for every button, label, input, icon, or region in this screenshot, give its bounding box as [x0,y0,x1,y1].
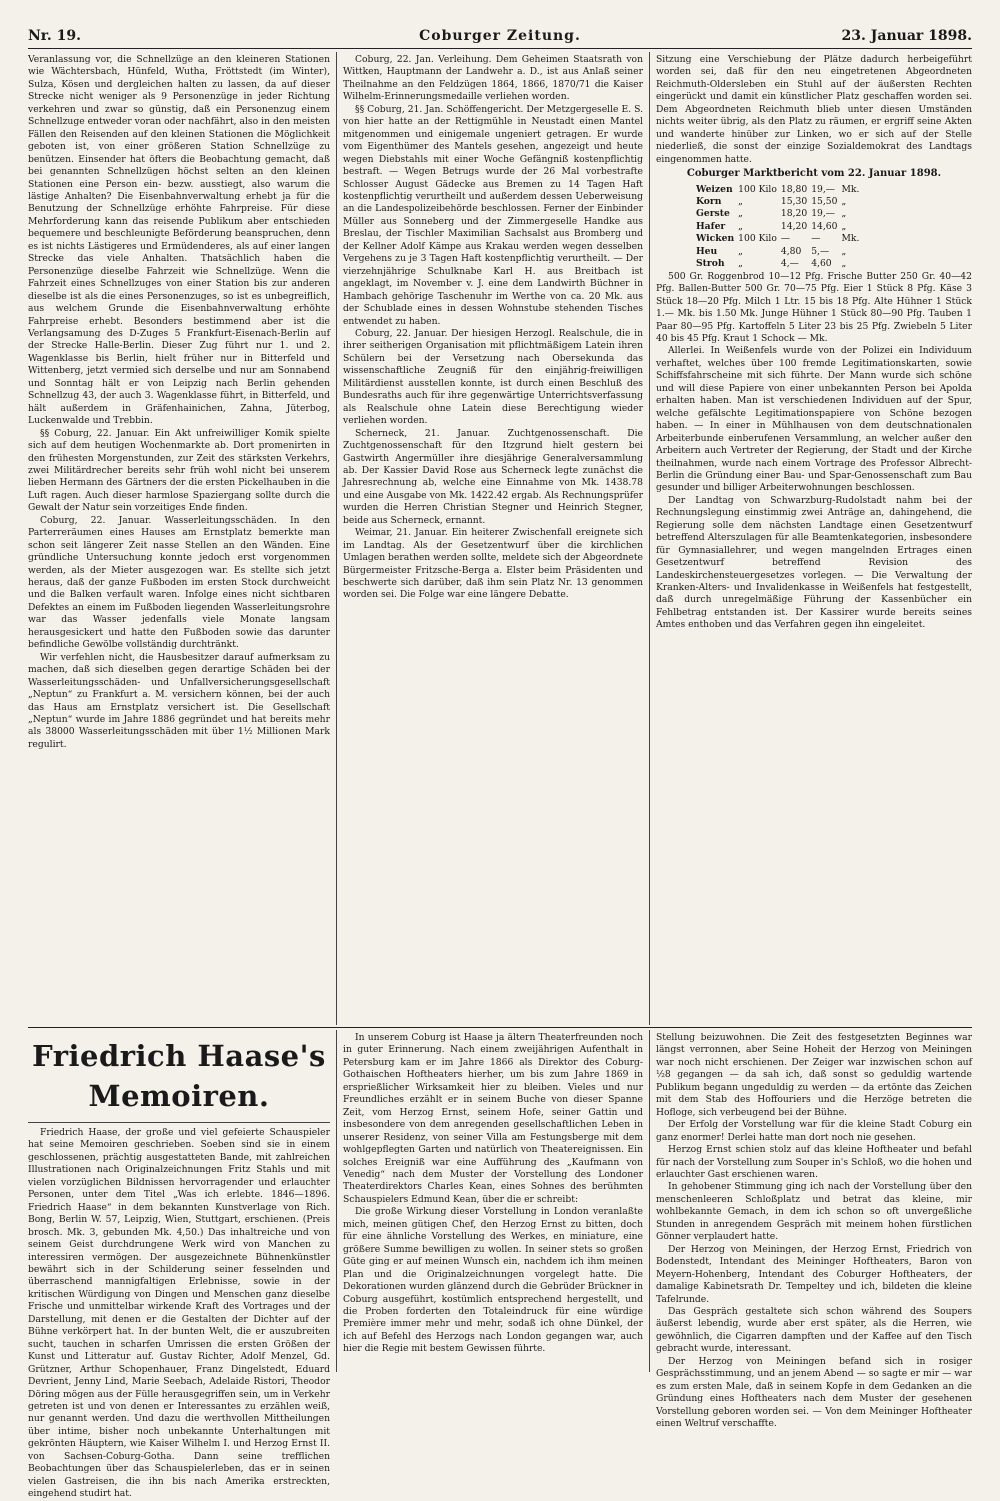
market-unit: „ [738,258,743,270]
feature-coburg: In unserem Coburg ist Haase ja ältern Theaterfreunden noch in guter Erinnerung. Nach einem zweijährigen Aufenthalt in Petersburg kam er im Jahre 1866 als Direktor des Coburg-Gothaischen Hoftheaters hierher, um bis zum Jahre 1869 in ersprießlicher Wirksamkeit hier zu bleiben. Vieles und nur Freundliches erzählt er in seinem Buche von dieser Spanne Zeit, vom Herzog Ernst, seinem Hofe, seiner Gattin und insbesondere von dem anregenden gesellschaftlichen Leben in unserer Residenz, von seiner Villa am Festungsberge mit dem wohlgepflegten Garten und natürlich von Theatereignissen. Ein solches Ereigniß war eine Aufführung des „Kaufmann von Venedig“ nach dem Muster der Vorstellung des Londoner Theaterdirektors Charles Kean, eines Sohnes des berühmten Schauspielers Edmund Kean, über die er schreibt: [343,1032,643,1205]
article-neptun: Wir verfehlen nicht, die Hausbesitzer darauf aufmerksam zu machen, daß sich dieselben gegen derartige Schäden bei der Wasserleitungsschäden- und Unfallversicherungsgesellschaft „Neptun“ zu Frankfurt a. M. versichern können, bei der auch das Haus am Ernstplatz versichert ist. Die Gesellschaft „Neptun“ wurde im Jahre 1886 gegründet und hat bereits mehr als 38000 Wasserleitungsschäden mit über 1½ Millionen Mark regulirt. [28,651,330,750]
market-unit: „ [738,245,743,257]
article-wasserleitung: Coburg, 22. Januar. Wasserleitungsschäden. In den Parterreräumen eines Hauses am Ernstplatz bemerkte man schon seit längerer Zeit nasse Stellen an den Wänden. Eine gründliche Untersuchung konnte jedoch erst vorgenommen werden, als der Mieter ausgezogen war. Es stellte sich jetzt heraus, daß der ganze Fußboden im ersten Stock durchweicht und die Balken verfault waren. Infolge eines nicht sichtbaren Defektes an einem im Fußboden liegenden Wasserleitungsrohre war das Wasser jedenfalls viele Monate langsam herausgesickert und hatte den Fußboden sowie das darunter befindliche Gewölbe vollständig durchtränkt. [28,514,330,651]
market-price-high: 19,— [811,208,835,220]
market-commodity: Weizen [696,183,733,195]
market-price-low: 15,30 [780,195,808,207]
feature-erfolg: Der Erfolg der Vorstellung war für die kleine Stadt Coburg ein ganz enormer! Derlei hatte man dort noch nie gesehen. [656,1119,972,1143]
market-row [696,258,863,270]
market-commodity: Heu [696,245,718,257]
article-schnellzuege: Veranlassung vor, die Schnellzüge an den kleineren Stationen wie Wächtersbach, Hünfeld, Wutha, Fröttstedt (im Winter), Sulza, Kösen und dergleichen halten zu lassen, da auf dieser Strecke nicht weniger als 9 Personenzüge in jeder Richtung verkehren und zwar so günstig, daß ein Personenzug einem Schnellzuge entweder voran oder nachfährt, also in den meisten Fällen den Reisenden auf den kleinen Stationen die Möglichkeit geboten ist, von einer größeren Station Schnellzüge zu benützen. Einsender hat öfters die Beobachtung gemacht, daß bei genannten Schnellzügen höchst selten an den kleinen Stationen eine Person ein- bezw. ausstiegt, also warum die lästige Anhalten? Die Eisenbahnverwaltung erhebt ja für die Benutzung der Schnellzüge erhöhte Fahrpreise. Für diese Mehrforderung kann das reisende Publikum aber entschieden bequemere und beschleunigte Beförderung beanspruchen, denn es ist nichts Lästigeres und Ermüdenderes, als auf einer langen Strecke das viele Anhalten. Thatsächlich haben die Personenzüge dieselbe Fahrzeit wie Schnellzüge. Wenn die Fahrzeit eines Schnellzuges von einer Station bis zur anderen dieselbe ist als die eines Personenzuges, so ist es unbegreiflich, aus welchem Grunde die Eisenbahnverwaltung erhöhte Fahrpreise erhebt. Besonders bestimmend aber ist die Verlangsamung des D-Zuges 5 Frankfurt-Eisenach-Berlin auf der Strecke Halle-Berlin. Dieser Zug führt nur 1. und 2. Wagenklasse bis Berlin, hielt früher nur in Bitterfeld und Wittenberg, jetzt vermied sich derselbe und nur am Sonnabend und Sonntag hält er von Leipzig nach Berlin gehenden Schnellzug 43, der auch 3. Wagenklasse führt, in Bitterfeld, und hält außerdem in Gräfenhainichen, Zahna, Jüterbog, Luckenwalde und Trebbin. [28,54,330,427]
column-rule [336,52,337,1025]
article-landtag-platz: Sitzung eine Verschiebung der Plätze dadurch herbeigeführt worden sei, daß für den neu eingetretenen Abgeordneten Reichmuth-Oldersleben ein Stuhl auf der äußersten Rechten eingerückt und damit ein künstlicher Platz geschaffen worden sei. Dem Abgeordneten Reichmuth blieb unter diesen Umständen nichts weiter übrig, als den Platz zu räumen, er ergriff seine Akten und wanderte hinüber zur Linken, wo er sich auf der Stelle niederließ, die sonst der einzige Sozialdemokrat des Landtags eingenommen hatte. [656,54,972,165]
market-row [696,221,863,233]
market-commodity: Korn [696,195,722,207]
market-row [696,233,863,245]
market-price-low: 14,20 [780,220,808,232]
feature-stimmung: In gehobener Stimmung ging ich nach der Vorstellung über den menschenleeren Schloßplatz und betrat das kleine, mir wohlbekannte Gemach, in dem ich schon so oft unvergeßliche Stunden in anregendem Gespräch mit meinem hohen fürstlichen Gönner verplaudert hatte. [656,1181,972,1243]
article-zuchtgenossenschaft: Scherneck, 21. Januar. Zuchtgenossenschaft. Die Zuchtgenossenschaft für den Itzgrund hielt gestern bei Gastwirth Angermüller ihre diesjährige Generalversammlung ab. Der Kassier David Rose aus Scherneck legte zunächst die Jahresrechnung ab, welche eine Einnahme von Mk. 1438.78 und eine Ausgabe von Mk. 1422.42 ergab. Als Rechnungsprüfer wurden die Herren Christian Stegner und Heinrich Stegner, beide aus Scherneck, ernannt. [343,427,643,526]
market-price-low: 18,20 [780,208,808,220]
issue-number: Nr. 19. [28,28,81,44]
feature-title-rule [28,1122,330,1123]
market-unit: „ [738,208,743,220]
feature-title: Friedrich Haase's Memoiren. [32,1039,326,1113]
market-price-low: 4,— [780,258,799,270]
issue-date: 23. Januar 1898. [841,28,972,44]
market-currency: „ [841,195,847,207]
market-table [696,184,863,271]
market-price-high: 15,50 [811,195,838,207]
market-commodity: Gerste [696,208,730,220]
feature-body: Friedrich Haase, der große und viel gefeierte Schauspieler hat seine Memoiren geschrieben. Soeben sind sie in einem geschlossenen, prächtig ausgestatteten Bande, mit zahlreichen Illustrationen nach Originalzeichnungen Fritz Stahls und mit vielen vorzüglichen Bildnissen hervorragender und erlauchter Personen, unter dem Titel „Was ich erlebte. 1846—1896. Friedrich Haase“ in dem bekannten Kunstverlage von Rich. Bong, Berlin W. 57, Leipzig, Wien, Stuttgart, erschienen. (Preis brosch. Mk. 3, gebunden Mk. 4,50.) Das inhaltreiche und von seinem Geist durchdrungene Werk wird von Manchen zu interessiren vermögen. Der ausgezeichnete Bühnenkünstler bewährt sich in der Schilderung seiner fesselnden und überraschend mannigfaltigen Erlebnisse, sowie in der kritischen Würdigung von Dingen und Menschen ganz dieselbe Frische und unmittelbar wirkende Kraft des Vortrages und der Darstellung, mit denen er die Gestalten der Dichter auf der Bühne verkörpert hat. In der bunten Welt, die er auszubreiten sucht, tauchen in scharfen Umrissen die ersten Größen der Kunst und Litteratur auf. Gustav Richter, Adolf Menzel, Gd. Grützner, Arthur Schopenhauer, Franz Dingelstedt, Eduard Devrient, Jenny Lind, Marie Seebach, Adelaide Ristori, Theodor Döring mögen aus der Fülle herausgegriffen sein, um in Verkehr getreten ist und von denen er Interessantes zu erzählen weiß, nur genannt werden. Und dazu die werthvollen Mittheilungen über intime, bisher noch unbekannte Unterhaltungen mit gekrönten Häuptern, wie Kaiser Wilhelm I. und Herzog Ernst II. von Sachsen-Coburg-Gotha. Dann seine trefflichen Beobachtungen über das Schauspielerleben, das er in seinen vielen Gastreisen, die ihn bis nach Amerika erstreckten, eingehend studirt hat. [28,1127,330,1500]
market-commodity: Wicken [696,233,735,245]
market-currency: Mk. [841,183,860,195]
market-row [696,184,863,196]
header-rule [28,48,972,49]
market-currency: „ [841,258,847,270]
market-currency: „ [841,220,847,232]
market-price-high: 19,— [811,183,835,195]
column-rule [649,52,650,1025]
feature-vorstellung: Stellung beizuwohnen. Die Zeit des festgesetzten Beginnes war längst verronnen, aber Seine Hoheit der Herzog von Meiningen war noch nicht erschienen. Der Zeiger war inzwischen schon auf ½8 gegangen — da sah ich, daß sonst so geduldig wartende Publikum begann ungeduldig zu werden — da ertönte das Zeichen mit dem Stab des Hoffouriers und die Herzöge betreten die Hofloge, sich verbeugend bei der Bühne. [656,1032,972,1118]
feature-column-2 [343,1032,643,1372]
page-header [28,24,972,48]
market-commodity: Stroh [696,258,725,270]
market-unit: „ [738,195,743,207]
feature-tafelrunde: Der Herzog von Meiningen, der Herzog Ernst, Friedrich von Bodenstedt, Intendant des Meininger Hoftheaters, Baron von Meyern-Hohenberg, Intendant des Coburger Hoftheaters, der damalige Kabinetsrath Dr. Tempeltey und ich, bildeten die kleine Tafelrunde. [656,1243,972,1305]
market-row [696,196,863,208]
feature-meiningen: Der Herzog von Meiningen befand sich in rosiger Gesprächsstimmung, und an jenem Abend — so sagte er mir — war es zum ersten Male, daß in seinem Kopfe in dem Gedanken an die Gründung eines Hoftheaters nach dem Muster der gesehenen Vorstellung geboren worden sei. — Von dem Meininger Hoftheater einen Weltruf verschaffte. [656,1355,972,1430]
newspaper-page [28,24,972,1500]
market-price-high: — [811,233,821,245]
column-1 [28,54,330,1024]
masthead: Coburger Zeitung. [419,28,581,44]
market-price-high: 5,— [811,245,830,257]
market-currency: „ [841,245,847,257]
article-komik: §§ Coburg, 22. Januar. Ein Akt unfreiwilliger Komik spielte sich auf dem heutigen Wochenmarkte ab. Dort promenirten in den frühesten Morgenstunden, zur Zeit des stärksten Verkehrs, zwei Militärdrecher bereits sehr früh wohl nicht bei unserem lieben Hermann des Gärtners der die ersten Pickelhauben in die Luft ragen. Auch dieser harmlose Spaziergang sollte durch die Gewalt der Natur sein vorzeitiges Ende finden. [28,427,330,514]
market-price-low: 4,80 [780,245,802,257]
feature-column [28,1032,330,1500]
article-schwarzburg: Der Landtag von Schwarzburg-Rudolstadt nahm bei der Rechnungslegung einstimmig zwei Anträge an, dahingehend, die Regierung solle dem nächsten Landtage einen Gesetzentwurf betreffend Alterszulagen für alle Beamtenkategorien, insbesondere für Gymnasiallehrer, und wegen mangelnden Ertrages einen Gesetzentwurf betreffend Revision des Landeskirchensteuergesetzes vorlegen. — Die Verwaltung der Kranken-Alters- und Invalidenkasse in Weißenfels hat festgestellt, daß durch unregelmäßige Führung der Kassenbücher ein Fehlbetrag entstanden ist. Der Kassirer wurde bereits seines Amtes enthoben und das Verfahren gegen ihn eingeleitet. [656,494,972,631]
article-zwischenfall: Weimar, 21. Januar. Ein heiterer Zwischenfall ereignete sich im Landtag. Als der Gesetzentwurf über die kirchlichen Umlagen berathen werden sollte, meldete sich der Abgeordnete Bürgermeister Fritzsche-Berga a. Elster beim Präsidenten und beschwerte sich darüber, daß ihm sein Platz Nr. 13 genommen worden sei. Die Folge war eine längere Debatte. [343,527,643,601]
article-allerlei: Allerlei. In Weißenfels wurde von der Polizei ein Individuum verhaftet, welches über 100 fremde Legitimationskarten, sowie Schiffsfahrscheine mit sich führte. Der Mann wurde sich schöne und will diese Papiere von einer unbekannten Person bei Apolda erhalten haben. Man ist verschiedenen Individuen auf der Spur, welche gefälschte Legitimationspapiere von Schöne bezogen haben. — In einer in Mühlhausen von dem deutschnationalen Arbeiterbunde einberufenen Versammlung, an welcher außer den Arbeitern auch Vertreter der Regierung, der Stadt und der Kirche theilnahmen, wurde nach einem Vortrage des Professor Albrecht-Berlin die Gründung einer Bau- und Spar-Genossenschaft zum Bau gesunder und billiger Arbeiterwohnungen beschlossen. [656,345,972,494]
feature-quote: Die große Wirkung dieser Vorstellung in London veranlaßte mich, meinen gütigen Chef, den Herzog Ernst zu bitten, doch für eine ähnliche Vorstellung des Werkes, en miniature, eine größere Summe bewilligen zu wollen. In seiner stets so großen Güte ging er auf meinen Wunsch ein, nachdem ich ihm meinen Plan und die Originalzeichnungen vorgelegt hatte. Die Dekorationen wurden glänzend durch die Gebrüder Brückner in Coburg ausgeführt, kostümlich entsprechend hergestellt, und die Proben forderten den Totaleindruck für eine würdige Première immer mehr und mehr, sodaß ich ohne Dünkel, der ich auf Befehl des Herzogs nach London gegangen war, auch hier die Regie mit bestem Gewissen führte. [343,1206,643,1355]
market-report-title: Coburger Marktbericht vom 22. Januar 1898. [686,168,942,180]
market-price-low: — [780,233,791,245]
article-schoeffengericht: §§ Coburg, 21. Jan. Schöffengericht. Der Metzgergeselle E. S. von hier hatte an der Rettigmühle in Neustadt einen Mantel mitgenommen und einigemale ungeniert getragen. Er wurde vom Eigenthümer des Mantels gesehen, angezeigt und heute wegen Diebstahls mit einer Woche Gefängniß kostenpflichtig bestraft. — Wegen Betrugs wurde der 26 Mal vorbestrafte Schlosser August Gädecke aus Bremen zu 14 Tagen Haft kostenpflichtig verurtheilt und außerdem dessen Ueberweisung an die Landespolizeibehörde beschlossen. Ferner der Einbinder Müller aus Sonneberg und der Zimmergeselle Handke aus Breslau, der Tischler Maximilian Sachsalst aus Bromberg und der Kellner Adolf Kämpe aus Krakau werden wegen desselben Vergehens zu je 3 Tagen Haft kostenpflichtig verurtheilt. — Der vierzehnjährige Schulknabe Karl H. aus Breitbach ist angeklagt, im November v. J. eine dem Landwirth Büchner in Hambach gehörige Taschenuhr im Werthe von ca. 20 Mk. aus der Schublade eines in dessen Wohnstube stehenden Tisches entwendet zu haben. [343,103,643,327]
market-row [696,246,863,258]
section-rule [28,1027,972,1028]
column-3 [656,54,972,1024]
article-verleihung: Coburg, 22. Jan. Verleihung. Dem Geheimen Staatsrath von Wittken, Hauptmann der Landwehr a. D., ist aus Anlaß seiner Theilnahme an den Feldzügen 1864, 1866, 1870/71 die Kaiser Wilhelm-Erinnerungsmedaille verliehen worden. [343,54,643,103]
column-rule [649,1030,650,1372]
feature-column-3 [656,1032,972,1430]
market-unit: 100 Kilo [738,183,777,195]
market-price-low: 18,80 [780,183,808,195]
market-unit: 100 Kilo [738,233,777,245]
market-currency: „ [841,208,847,220]
market-price-high: 4,60 [811,258,832,270]
market-prices: 500 Gr. Roggenbrod 10—12 Pfg. Frische Butter 250 Gr. 40—42 Pfg. Ballen-Butter 500 Gr. 70—75 Pfg. Eier 1 Stück 8 Pfg. Käse 3 Stück 18—20 Pfg. Milch 1 Ltr. 15 bis 18 Pfg. Alte Hühner 1 Stück 1.— Mk. bis 1.50 Mk. Junge Hühner 1 Stück 80—90 Pfg. Tauben 1 Paar 80—95 Pfg. Kartoffeln 5 Liter 23 bis 25 Pfg. Zwiebeln 5 Liter 40 bis 45 Pfg. Kraut 1 Schock — Mk. [656,270,972,344]
market-unit: „ [738,220,743,232]
article-realschule: Coburg, 22. Januar. Der hiesigen Herzogl. Realschule, die in ihrer seitherigen Organisation mit pflichtmäßigem Latein ihren Schülern bei der Versetzung nach Obersekunda das wissenschaftliche Zeugniß für den einjährig-freiwilligen Militärdienst ausstellen konnte, ist durch einen Beschluß des Bundesraths auch für ihre gegenwärtige Unterrichtsverfassung als Realschule ohne Latein diese Berechtigung wieder verliehen worden. [343,327,643,427]
market-row [696,208,863,220]
market-commodity: Hafer [696,220,726,232]
feature-souper: Herzog Ernst schien stolz auf das kleine Hoftheater und befahl für nach der Vorstellung zum Souper in's Schloß, wo die hohen und erlauchter Gast erschienen waren. [656,1144,972,1180]
market-currency: Mk. [841,233,860,245]
feature-gespraech: Das Gespräch gestaltete sich schon während des Soupers äußerst lebendig, wurde aber erst später, als die Herren, wie gewöhnlich, die Cigarren dampften und der Kaffee auf den Tisch gebracht wurde, interessant. [656,1305,972,1355]
column-2 [343,54,643,1024]
column-rule [336,1030,337,1372]
market-price-high: 14,60 [811,220,838,232]
